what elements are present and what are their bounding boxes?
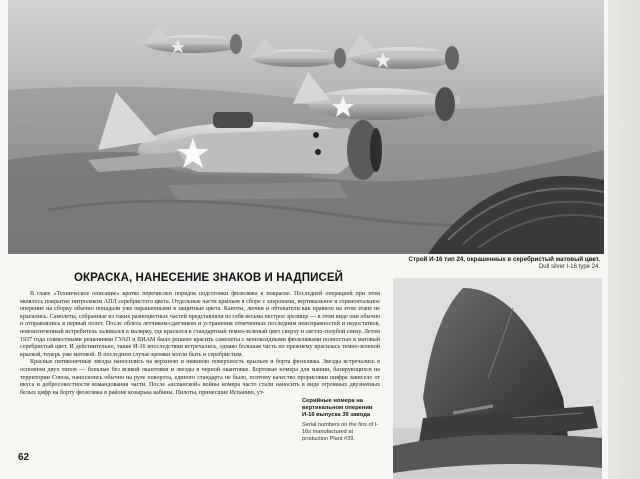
bottom-caption-en: Serial numbers on the fins of I-16s manufactured at production Plant #39.: [302, 421, 379, 442]
top-caption-en: Dull silver I-16 type 24.: [538, 263, 600, 270]
top-caption-ru: Строй И-16 тип 24, окрашенных в серебристый матовый цвет.: [408, 256, 600, 263]
bottom-photo-caption: [302, 398, 380, 443]
tail-fin-photo: [393, 278, 602, 479]
article-body: [20, 291, 380, 397]
formation-photo-icon: [8, 0, 604, 254]
bottom-caption-ru: Серийные номера на вертикальном оперении И-16 выпуска 39 завода: [302, 398, 373, 419]
article-heading: ОКРАСКА, НАНЕСЕНИЕ ЗНАКОВ И НАДПИСЕЙ: [74, 272, 343, 284]
page-number: 62: [18, 452, 30, 463]
top-photo-caption: [340, 256, 600, 271]
formation-photo: [8, 0, 604, 254]
article-paragraph: Красные пятиконечные звезды наносились на верхнюю и нижнюю поверхность крыльев и борта фюзеляжа. Звезды встречались в основном двух типов — блеклые без всякой окантовки и звезды в черной окантовке. Бортовые номера для машин, базирующихся на территории Союза, наносились обычно на руле поворота, единого стандарта не было, поэтому качество прорисовки шифра зависело от вкуса и добросовестности командования части. После «испанской» войны номера часто стали наносить в виде огромных двузначных белых цифр на борту фюзеляжа в районе козырька кабины. Пилоты, принесшие Испанию, ут-: [20, 359, 380, 396]
tail-fin-photo-icon: [393, 278, 602, 479]
page-edge: [608, 0, 640, 479]
article-paragraph: В главе «Техническое описание» кратко перечислен порядок подготовки фюзеляжа к покраске. Последней операцией при этом являлось покрытие нитролаком АПЛ серебристого цвета. Отдельные части крыльев в сборе с элеронами, вертикальное и горизонтальное оперение на сборку обычно попадали уже окрашенными в защитные цвета. Капоты, лючки и обтекатели как правило на этом этапе не красились. Самолеты, собранные из таких разнoцветных частей представляли из себя весьма пестрое зрелище — в этом виде они обычно и отправлялись в первый полет. После облета летчиком-сдатчиком и устранения отмеченных последним неисправностей и недостатков, новоиспеченный истребитель заливался в малярку, где красился в стандартный темно-зеленый цвет сверху и светло-голубой снизу. Летом 1937 года совместными решениями ГУАП и ВИАМ было решено красить самолеты с моноксидными фюзеляжами полностью в матовый серебристый цвет. И действительно, такие И-16 впоследствии встречались, однако большая часть по прежнему красилась темно-зеленой краской, теперь уже матовой. В последнем случае кромки могли быть и серебристым.: [20, 291, 380, 358]
